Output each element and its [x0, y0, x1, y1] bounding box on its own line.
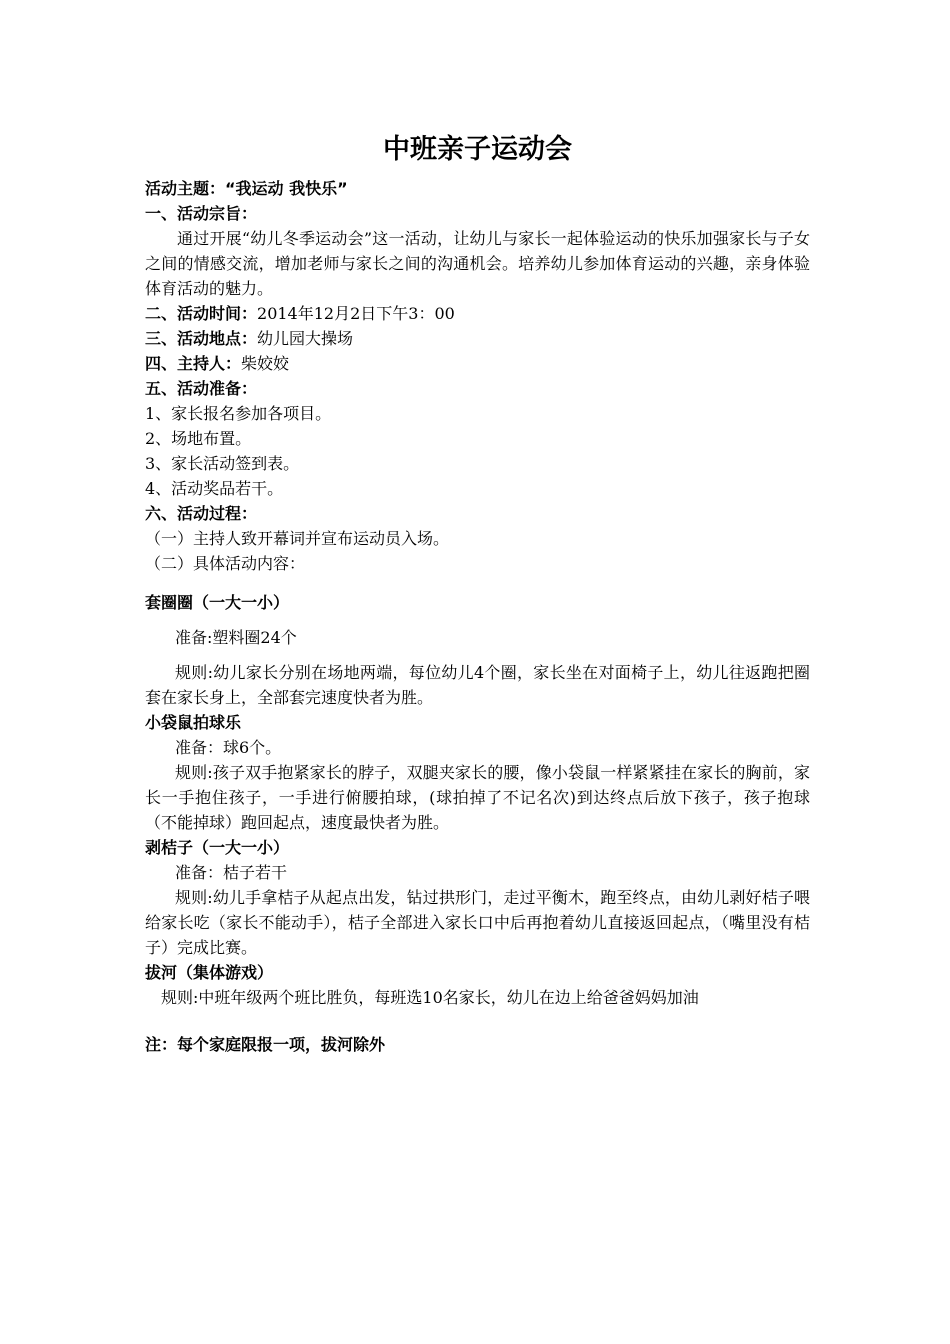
game-title-tug-of-war: 拔河（集体游戏）	[145, 963, 274, 982]
game-title-ring-toss: 套圈圈（一大一小）	[145, 593, 290, 612]
registration-note: 注：每个家庭限报一项，拔河除外	[145, 1035, 386, 1054]
host-value: 柴姣姣	[241, 354, 290, 373]
time-label: 二、活动时间：	[145, 304, 258, 323]
document-title: 中班亲子运动会	[383, 134, 572, 165]
place-value: 幼儿园大操场	[257, 329, 354, 348]
purpose-heading: 一、活动宗旨：	[145, 204, 258, 223]
game-rule-tug-of-war: 规则:中班年级两个班比胜负，每班选10名家长，幼儿在边上给爸爸妈妈加油	[161, 988, 699, 1007]
process-item: （二）具体活动内容：	[145, 554, 306, 573]
prep-item: 4、活动奖品若干。	[145, 479, 284, 498]
game-prep-kangaroo: 准备：球6个。	[175, 738, 282, 757]
game-rule-orange: 规则:幼儿手拿桔子从起点出发，钻过拱形门，走过平衡木，跑至终点，由幼儿剥好桔子喂给家长吃（家长不能动手），桔子全部进入家长口中后再抱着幼儿直接返回起点，（嘴里没有桔子）完成比赛。	[145, 888, 810, 957]
process-item: （一）主持人致开幕词并宣布运动员入场。	[145, 529, 450, 548]
prep-item: 1、家长报名参加各项目。	[145, 404, 332, 423]
process-heading: 六、活动过程：	[145, 504, 258, 523]
time-value: 2014年12月2日下午3：00	[257, 304, 455, 323]
host-label: 四、主持人：	[145, 354, 242, 373]
game-title-kangaroo: 小袋鼠拍球乐	[145, 713, 242, 732]
game-rule-kangaroo: 规则:孩子双手抱紧家长的脖子，双腿夹家长的腰，像小袋鼠一样紧紧挂在家长的胸前，家长一手抱住孩子，一手进行俯腰拍球，(球拍掉了不记名次)到达终点后放下孩子，孩子抱球（不能掉球）跑回起点，速度最快者为胜。	[145, 763, 810, 832]
game-prep-ring-toss: 准备:塑料圈24个	[175, 628, 297, 647]
host-line	[145, 351, 810, 376]
prep-item: 2、场地布置。	[145, 429, 252, 448]
game-rule-ring-toss: 规则:幼儿家长分别在场地两端，每位幼儿4个圈，家长坐在对面椅子上，幼儿往返跑把圈套在家长身上，全部套完速度快者为胜。	[145, 663, 810, 707]
theme-line	[145, 176, 810, 201]
place-line	[145, 326, 810, 351]
time-line	[145, 301, 810, 326]
prep-heading: 五、活动准备：	[145, 379, 258, 398]
place-label: 三、活动地点：	[145, 329, 258, 348]
document-body	[145, 128, 810, 1057]
theme-label: 活动主题：	[145, 179, 226, 198]
game-title-orange: 剥桔子（一大一小）	[145, 838, 290, 857]
theme-value: “我运动 我快乐”	[225, 179, 348, 198]
game-prep-orange: 准备：桔子若干	[175, 863, 288, 882]
purpose-paragraph: 通过开展“幼儿冬季运动会”这一活动，让幼儿与家长一起体验运动的快乐加强家长与子女之间的情感交流，增加老师与家长之间的沟通机会。培养幼儿参加体育运动的兴趣，亲身体验体育活动的魅力。	[145, 229, 810, 298]
prep-item: 3、家长活动签到表。	[145, 454, 300, 473]
